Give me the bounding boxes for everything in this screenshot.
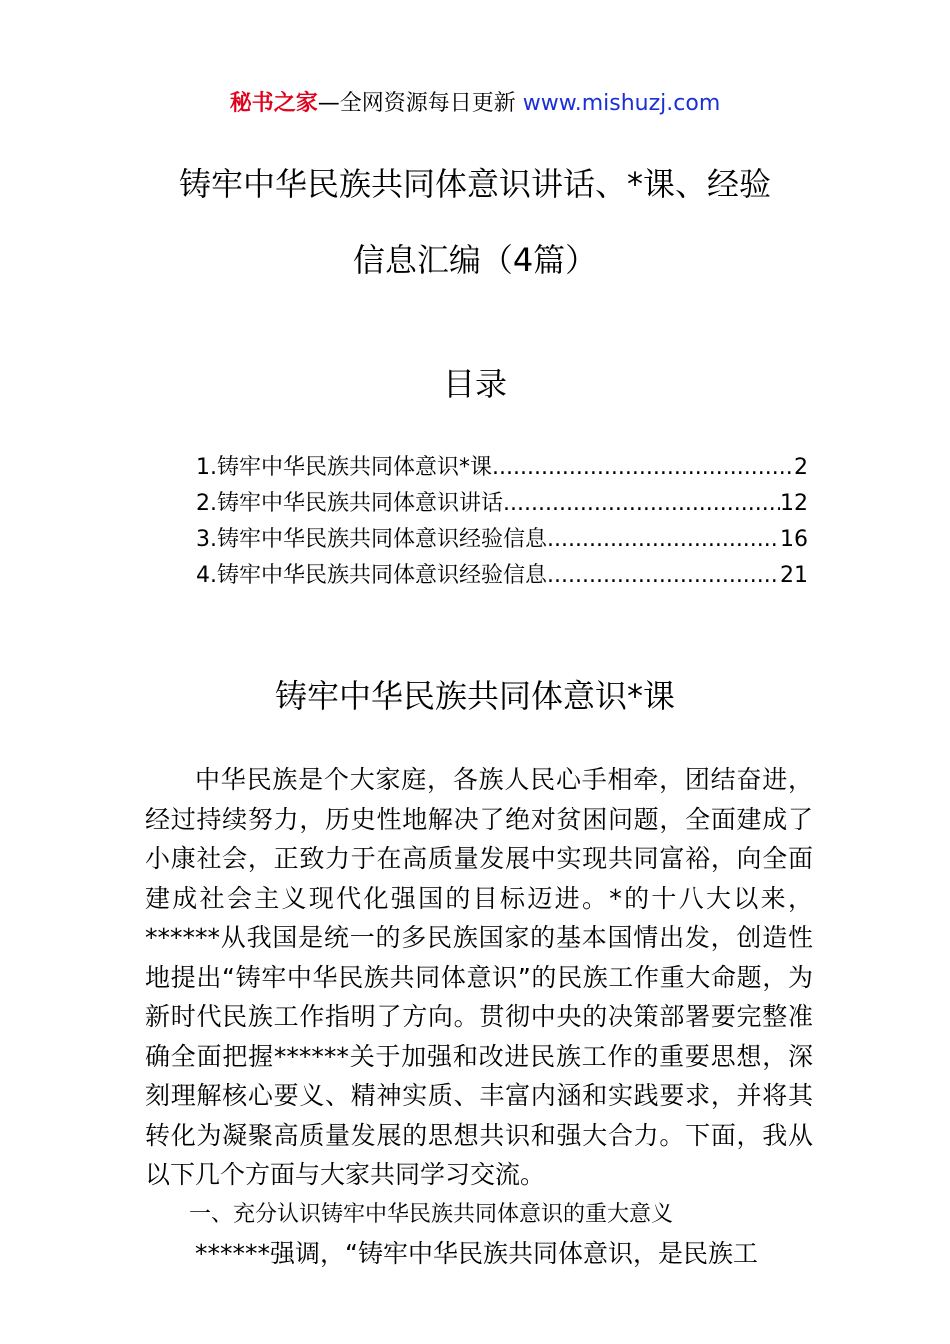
toc-heading: 目录	[442, 365, 507, 403]
document-title	[0, 160, 950, 284]
toc-entry-title: 4.铸牢中华民族共同体意识经验信息	[196, 563, 547, 588]
toc-entry-page: 21	[780, 563, 808, 588]
subheading-paragraph: 一、充分认识铸牢中华民族共同体意识的重大意义	[189, 1201, 674, 1227]
body-paragraph: ******强调，“铸牢中华民族共同体意识，是民族工	[195, 1239, 758, 1268]
toc-leader-dots	[547, 558, 780, 594]
toc-leader-dots	[547, 522, 780, 558]
toc-entry[interactable]	[196, 558, 808, 594]
toc-entry[interactable]	[196, 450, 808, 486]
toc-entry-title: 2.铸牢中华民族共同体意识讲话	[196, 491, 503, 516]
toc-leader-dots	[492, 450, 794, 486]
toc-entry[interactable]	[196, 486, 808, 522]
table-of-contents	[196, 450, 808, 594]
toc-entry[interactable]	[196, 522, 808, 558]
header-slogan: —全网资源每日更新	[317, 91, 523, 116]
body-paragraph: 中华民族是个大家庭，各族人民心手相牵，团结奋进，经过持续努力，历史性地解决了绝对贫困问题，全面建成了小康社会，正致力于在高质量发展中实现共同富裕，向全面建成社会主义现代化强国的目标迈进。*的十八大以来，******从我国是统一的多民族国家的基本国情出发，创造性地提出“铸牢中华民族共同体意识”的民族工作重大命题，为新时代民族工作指明了方向。贯彻中央的决策部署要完整准确全面把握******关于加强和改进民族工作的重要思想，深刻理解核心要义、精神实质、丰富内涵和实践要求，并将其转化为凝聚高质量发展的思想共识和强大合力。下面，我从以下几个方面与大家共同学习交流。	[145, 765, 813, 1189]
toc-entry-title: 1.铸牢中华民族共同体意识*课	[196, 455, 492, 480]
toc-leader-dots	[503, 486, 780, 522]
document-title-line-1: 铸牢中华民族共同体意识讲话、*课、经验	[178, 165, 771, 203]
toc-entry-title: 3.铸牢中华民族共同体意识经验信息	[196, 527, 547, 552]
toc-entry-page: 2	[794, 455, 808, 480]
brand-name: 秘书之家	[229, 91, 318, 116]
document-title-line-2: 信息汇编（4篇）	[352, 241, 598, 279]
section-body	[145, 760, 813, 1274]
toc-entry-page: 16	[780, 527, 808, 552]
section-title: 铸牢中华民族共同体意识*课	[274, 677, 675, 715]
site-url[interactable]: www.mishuzj.com	[522, 91, 721, 116]
site-header	[0, 86, 950, 122]
toc-entry-page: 12	[780, 491, 808, 516]
